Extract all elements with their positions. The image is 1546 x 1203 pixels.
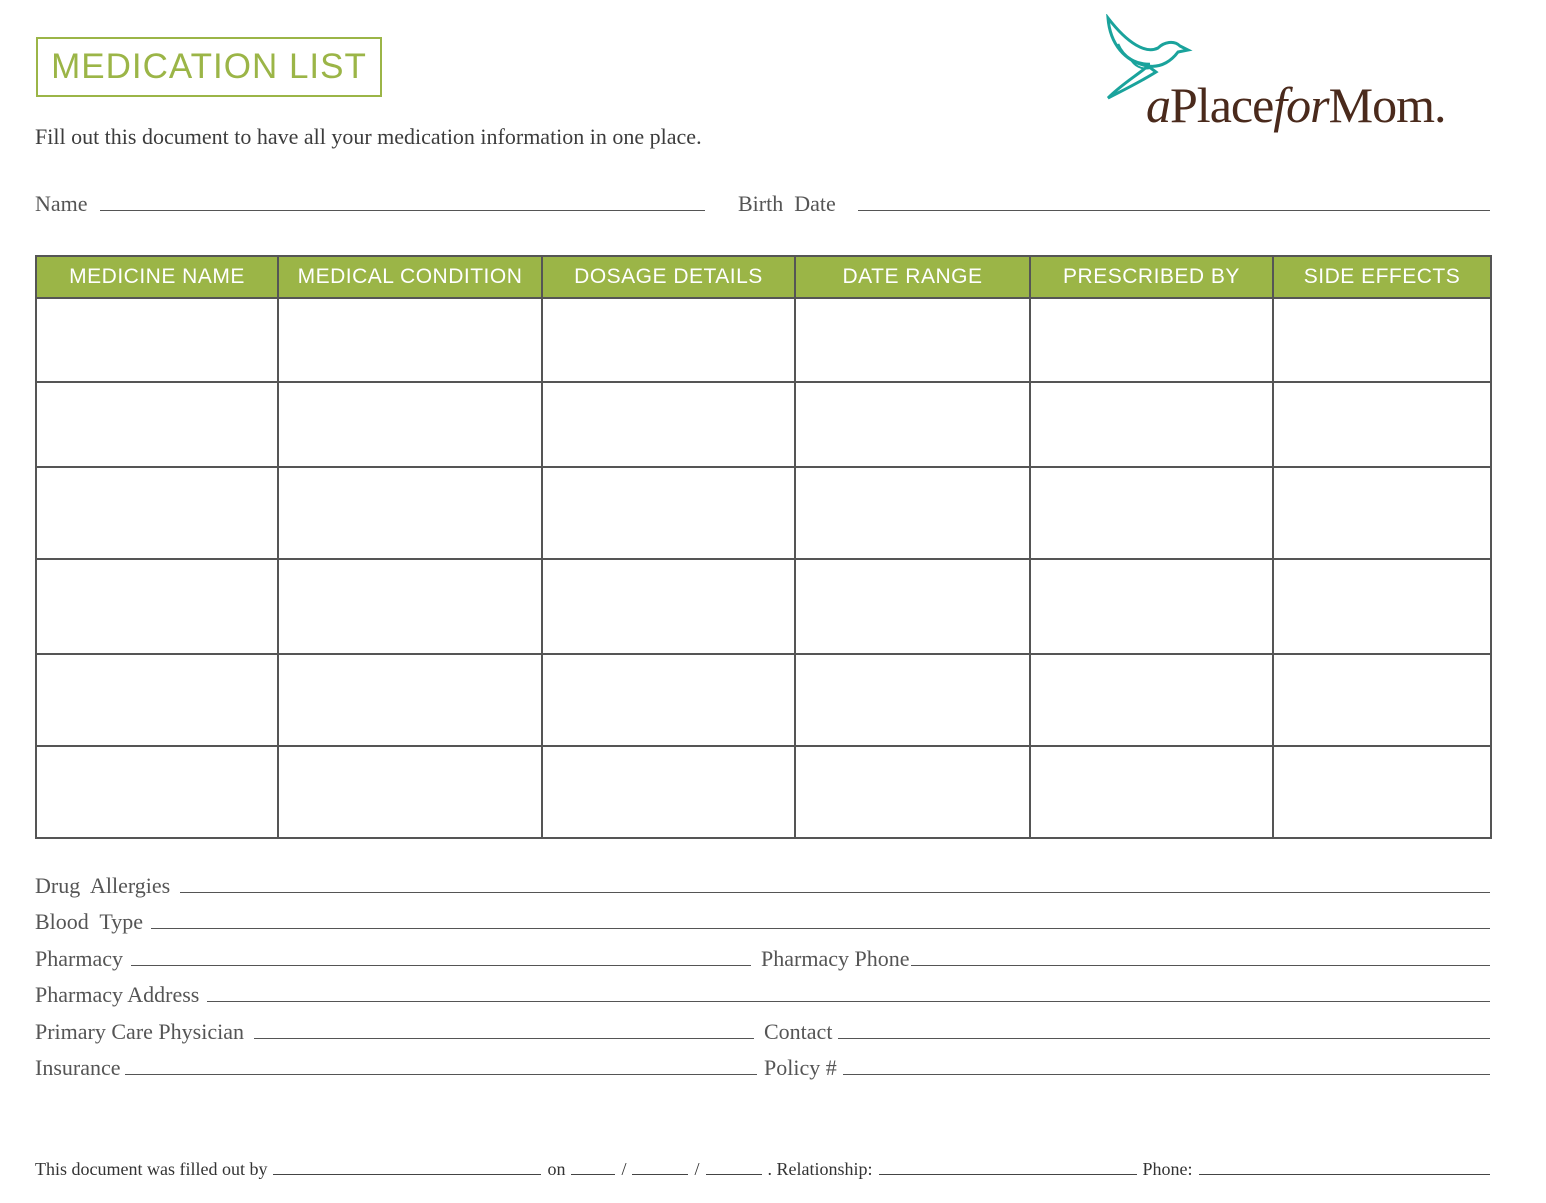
policy-field[interactable] — [843, 1054, 1490, 1075]
blood-type-field[interactable] — [151, 908, 1490, 929]
pharmacy-address-field[interactable] — [207, 981, 1490, 1002]
table-cell[interactable] — [278, 382, 542, 467]
table-cell[interactable] — [278, 746, 542, 838]
insurance-row — [35, 1054, 757, 1081]
brand-logo — [1100, 14, 1490, 144]
blood-type-row — [35, 908, 1490, 935]
drug-allergies-row — [35, 872, 1490, 899]
pharmacy-phone-label: Pharmacy Phone — [761, 946, 910, 971]
brand-wordmark — [1146, 76, 1446, 134]
on-label: on — [547, 1159, 566, 1179]
phone-field[interactable] — [1199, 1158, 1490, 1175]
name-field[interactable] — [100, 190, 705, 211]
table-cell[interactable] — [542, 746, 795, 838]
table-row — [36, 559, 1491, 654]
table-cell[interactable] — [1273, 382, 1491, 467]
policy-row — [764, 1054, 1490, 1081]
table-cell[interactable] — [36, 467, 278, 559]
column-header: PRESCRIBED BY — [1030, 256, 1273, 298]
pharmacy-row — [35, 945, 751, 972]
table-cell[interactable] — [36, 746, 278, 838]
insurance-label: Insurance — [35, 1055, 121, 1080]
date-year-field[interactable] — [706, 1158, 762, 1175]
footer-row — [35, 1158, 1490, 1180]
column-header: MEDICINE NAME — [36, 256, 278, 298]
contact-row — [764, 1018, 1490, 1045]
drug-allergies-field[interactable] — [180, 872, 1490, 893]
physician-label: Primary Care Physician — [35, 1019, 244, 1044]
table-cell[interactable] — [542, 467, 795, 559]
pharmacy-field[interactable] — [131, 945, 751, 966]
insurance-field[interactable] — [125, 1054, 757, 1075]
table-row — [36, 746, 1491, 838]
blood-type-label: Blood Type — [35, 909, 144, 934]
table-cell[interactable] — [1273, 654, 1491, 746]
table-cell[interactable] — [1030, 746, 1273, 838]
birth-date-label: Birth Date — [738, 191, 836, 216]
table-header-row — [36, 256, 1491, 298]
pharmacy-phone-row — [761, 945, 1490, 972]
table-cell[interactable] — [1030, 298, 1273, 382]
table-cell[interactable] — [1030, 654, 1273, 746]
table-cell[interactable] — [1273, 746, 1491, 838]
table-cell[interactable] — [278, 467, 542, 559]
table-cell[interactable] — [542, 559, 795, 654]
table-cell[interactable] — [278, 654, 542, 746]
table-cell[interactable] — [36, 559, 278, 654]
table-cell[interactable] — [1273, 559, 1491, 654]
table-row — [36, 382, 1491, 467]
table-cell[interactable] — [36, 654, 278, 746]
table-cell[interactable] — [278, 559, 542, 654]
pharmacy-label: Pharmacy — [35, 946, 123, 971]
table-cell[interactable] — [795, 382, 1030, 467]
table-cell[interactable] — [1273, 467, 1491, 559]
name-row — [35, 190, 705, 217]
relationship-field[interactable] — [879, 1158, 1137, 1175]
contact-label: Contact — [764, 1019, 833, 1044]
date-slash-1: / — [621, 1159, 627, 1179]
table-cell[interactable] — [795, 559, 1030, 654]
pharmacy-address-row — [35, 981, 1490, 1008]
table-cell[interactable] — [795, 467, 1030, 559]
date-day-field[interactable] — [632, 1158, 688, 1175]
column-header: SIDE EFFECTS — [1273, 256, 1491, 298]
brand-part-mom: Mom. — [1328, 77, 1446, 133]
table-cell[interactable] — [1030, 382, 1273, 467]
relationship-label: . Relationship: — [767, 1159, 873, 1179]
table-cell[interactable] — [278, 298, 542, 382]
column-header: DATE RANGE — [795, 256, 1030, 298]
table-row — [36, 654, 1491, 746]
table-cell[interactable] — [542, 654, 795, 746]
physician-row — [35, 1018, 754, 1045]
brand-part-place: Place — [1170, 77, 1274, 133]
name-label: Name — [35, 191, 88, 216]
date-slash-2: / — [694, 1159, 700, 1179]
table-cell[interactable] — [795, 746, 1030, 838]
table-cell[interactable] — [542, 382, 795, 467]
table-row — [36, 298, 1491, 382]
policy-label: Policy # — [764, 1055, 837, 1080]
table-cell[interactable] — [1030, 467, 1273, 559]
table-cell[interactable] — [795, 298, 1030, 382]
column-header: DOSAGE DETAILS — [542, 256, 795, 298]
drug-allergies-label: Drug Allergies — [35, 873, 171, 898]
table-row — [36, 467, 1491, 559]
physician-field[interactable] — [254, 1018, 754, 1039]
table-cell[interactable] — [542, 298, 795, 382]
page-title: MEDICATION LIST — [51, 47, 367, 86]
brand-part-a: a — [1146, 77, 1170, 133]
title-box — [36, 37, 382, 97]
intro-text: Fill out this document to have all your medication information in one place. — [35, 124, 702, 149]
brand-part-for: for — [1273, 77, 1329, 133]
birth-date-field[interactable] — [858, 190, 1490, 211]
medication-table — [35, 255, 1492, 839]
filled-by-field[interactable] — [273, 1158, 541, 1175]
pharmacy-phone-field[interactable] — [911, 945, 1490, 966]
table-cell[interactable] — [795, 654, 1030, 746]
table-cell[interactable] — [1273, 298, 1491, 382]
table-cell[interactable] — [1030, 559, 1273, 654]
column-header: MEDICAL CONDITION — [278, 256, 542, 298]
phone-label: Phone: — [1142, 1159, 1193, 1179]
pharmacy-address-label: Pharmacy Address — [35, 982, 200, 1007]
table-cell[interactable] — [36, 382, 278, 467]
filled-by-label: This document was filled out by — [35, 1159, 268, 1179]
date-month-field[interactable] — [571, 1158, 615, 1175]
birth-date-row — [738, 190, 1490, 217]
contact-field[interactable] — [838, 1018, 1490, 1039]
table-cell[interactable] — [36, 298, 278, 382]
